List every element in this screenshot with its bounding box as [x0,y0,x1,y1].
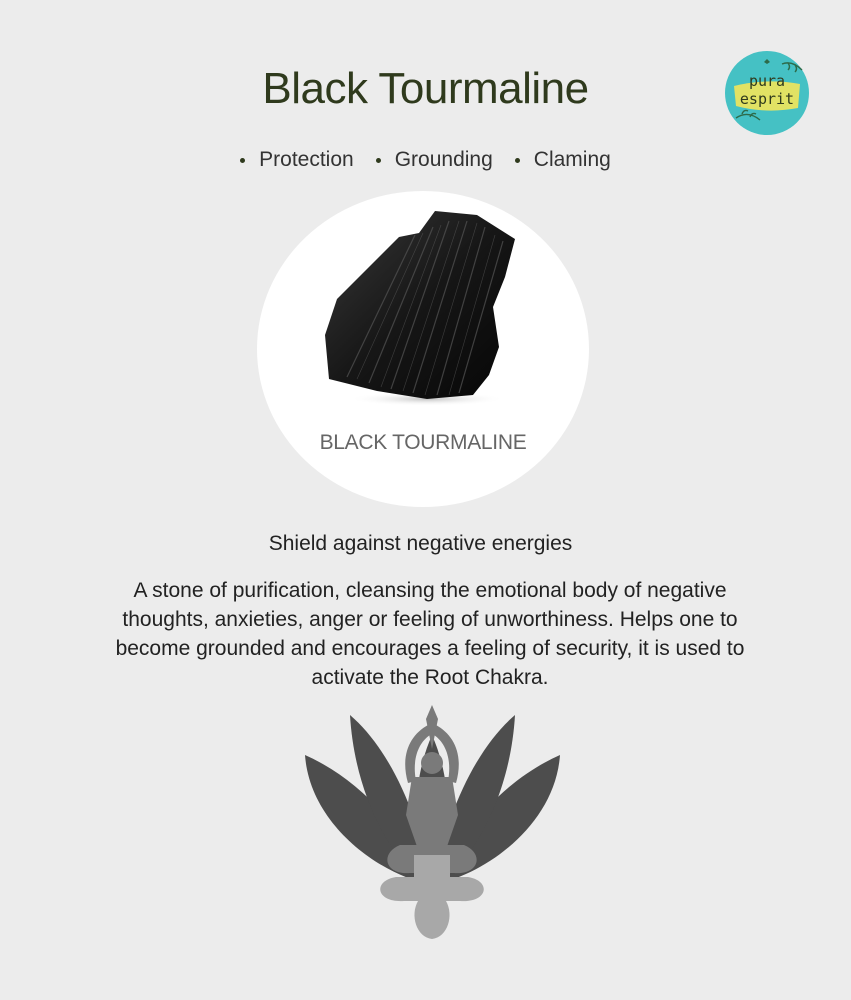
property-item: Claming [515,148,611,172]
black-tourmaline-stone-image [307,207,547,407]
stone-subtitle: Shield against negative energies [268,532,573,555]
page-title: Black Tourmaline [262,64,589,113]
property-list [0,148,851,172]
property-item: Grounding [376,148,493,172]
stone-description: A stone of purification, cleansing the emotional body of negative thoughts, anxieties, anger or feeling of unworthiness. Helps one to become grounded and encourages a feeling of security, it is used to activate the Root Chakra. [115,579,745,689]
stone-label: BLACK TOURMALINE [319,431,527,454]
logo-text-line1: pura [748,72,786,90]
pura-esprit-logo [722,48,812,138]
lotus-meditation-icon [300,705,565,945]
property-item: Protection [240,148,354,172]
stone-showcase [257,191,589,507]
logo-text-line2: esprit [739,90,795,108]
